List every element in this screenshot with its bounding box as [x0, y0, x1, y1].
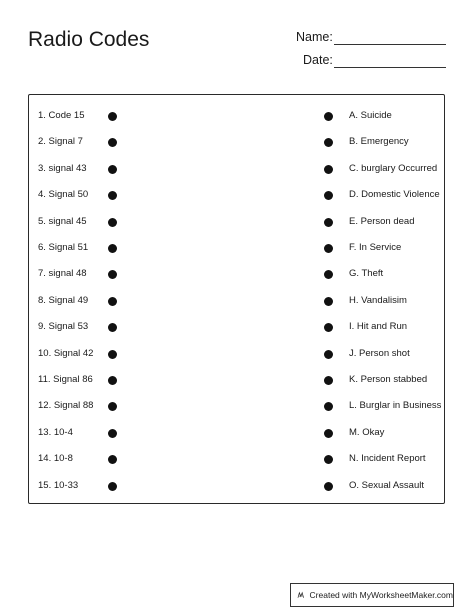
left-item-label: 12. Signal 88 [38, 400, 94, 412]
match-row [29, 397, 444, 417]
left-item-label: 2. Signal 7 [38, 136, 83, 148]
left-item-label: 5. signal 45 [38, 215, 87, 227]
match-row [29, 318, 444, 338]
right-match-dot[interactable] [324, 482, 333, 491]
worksheet-maker-logo-icon [297, 587, 305, 603]
left-match-dot[interactable] [108, 350, 117, 359]
right-match-dot[interactable] [324, 429, 333, 438]
right-item-label: E. Person dead [349, 215, 415, 227]
right-match-dot[interactable] [324, 297, 333, 306]
right-match-dot[interactable] [324, 138, 333, 147]
left-item-label: 6. Signal 51 [38, 242, 89, 253]
date-label: Date: [303, 53, 333, 67]
right-match-dot[interactable] [324, 323, 333, 332]
left-match-dot[interactable] [108, 455, 117, 464]
right-match-dot[interactable] [324, 376, 333, 385]
left-item-label: 4. Signal 50 [38, 189, 89, 201]
match-row [29, 265, 444, 285]
left-match-dot[interactable] [108, 270, 117, 279]
match-row [29, 160, 444, 180]
match-row [29, 133, 444, 153]
left-item-label: 15. 10-33 [38, 479, 79, 491]
name-label: Name: [296, 30, 333, 44]
footer-badge[interactable] [290, 583, 454, 607]
right-item-label: B. Emergency [349, 136, 409, 148]
right-item-label: F. In Service [349, 242, 402, 253]
left-match-dot[interactable] [108, 112, 117, 121]
right-item-label: A. Suicide [349, 110, 392, 121]
left-item-label: 9. Signal 53 [38, 321, 89, 333]
left-match-dot[interactable] [108, 165, 117, 174]
right-item-label: H. Vandalisim [349, 294, 407, 306]
match-row [29, 477, 444, 497]
left-match-dot[interactable] [108, 482, 117, 491]
right-match-dot[interactable] [324, 191, 333, 200]
left-match-dot[interactable] [108, 297, 117, 306]
left-match-dot[interactable] [108, 244, 117, 253]
match-row [29, 239, 444, 259]
left-item-label: 3. signal 43 [38, 162, 87, 174]
matching-box [28, 94, 445, 504]
right-match-dot[interactable] [324, 244, 333, 253]
right-item-label: G. Theft [349, 268, 384, 280]
left-match-dot[interactable] [108, 191, 117, 200]
match-row [29, 292, 444, 312]
right-match-dot[interactable] [324, 270, 333, 279]
right-item-label: J. Person shot [349, 347, 410, 359]
left-item-label: 14. 10-8 [38, 453, 73, 465]
right-item-label: K. Person stabbed [349, 374, 428, 385]
right-match-dot[interactable] [324, 112, 333, 121]
left-match-dot[interactable] [108, 402, 117, 411]
match-row [29, 186, 444, 206]
right-item-label: O. Sexual Assault [349, 479, 424, 491]
left-match-dot[interactable] [108, 429, 117, 438]
match-row [29, 213, 444, 233]
date-field[interactable] [334, 67, 446, 68]
left-match-dot[interactable] [108, 376, 117, 385]
left-match-dot[interactable] [108, 323, 117, 332]
left-match-dot[interactable] [108, 138, 117, 147]
right-match-dot[interactable] [324, 455, 333, 464]
match-row [29, 450, 444, 470]
left-item-label: 1. Code 15 [38, 110, 85, 121]
left-item-label: 8. Signal 49 [38, 294, 89, 306]
left-item-label: 10. Signal 42 [38, 347, 94, 359]
right-item-label: M. Okay [349, 426, 385, 438]
right-match-dot[interactable] [324, 402, 333, 411]
match-row [29, 424, 444, 444]
name-field[interactable] [334, 44, 446, 45]
page-title: Radio Codes [28, 28, 150, 51]
right-item-label: C. burglary Occurred [349, 162, 438, 174]
footer-text: Created with MyWorksheetMaker.com [309, 590, 453, 600]
match-row [29, 107, 444, 127]
right-match-dot[interactable] [324, 165, 333, 174]
right-item-label: N. Incident Report [349, 453, 426, 465]
left-item-label: 7. signal 48 [38, 268, 87, 280]
right-item-label: I. Hit and Run [349, 321, 408, 333]
left-item-label: 13. 10-4 [38, 426, 73, 438]
left-match-dot[interactable] [108, 218, 117, 227]
right-match-dot[interactable] [324, 218, 333, 227]
left-item-label: 11. Signal 86 [38, 374, 93, 385]
match-row [29, 345, 444, 365]
right-item-label: D. Domestic Violence [349, 189, 440, 201]
right-item-label: L. Burglar in Business [349, 400, 442, 412]
right-match-dot[interactable] [324, 350, 333, 359]
match-row [29, 371, 444, 391]
